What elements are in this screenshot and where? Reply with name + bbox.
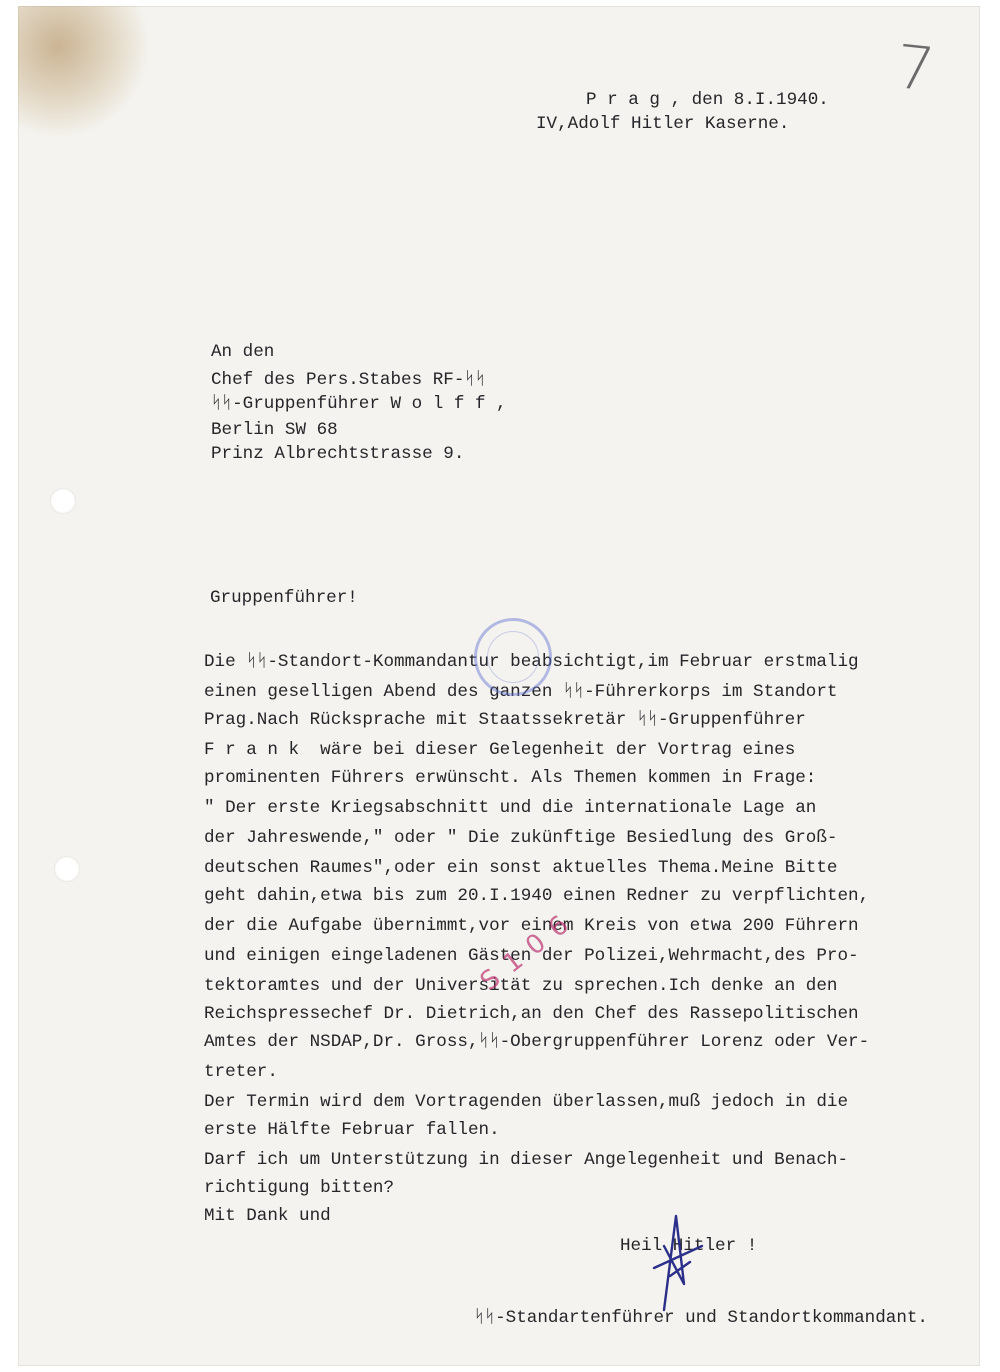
circular-stamp [474,618,552,696]
recipient-line: ᛋᛋ-Gruppenführer W o l f f , [211,394,507,414]
signature-mark [624,1206,714,1316]
place-date: P r a g , den 8.I.1940. [586,90,829,110]
body-line: Darf ich um Unterstützung in dieser Angelegenheit und Benach- [204,1150,849,1170]
body-line: der die Aufgabe übernimmt,vor einem Kreis von etwa 200 Führern [204,916,859,936]
recipient-line: Chef des Pers.Stabes RF-ᛋᛋ [211,370,486,390]
body-line: einen geselligen Abend des ganzen ᛋᛋ-Führerkorps im Standort [204,682,838,702]
recipient-line: An den [211,342,275,362]
recipient-line: Prinz Albrechtstrasse 9. [211,444,465,464]
body-line: Der Termin wird dem Vortragenden überlassen,muß jedoch in die [204,1092,849,1112]
red-stamp: S 1 0 6 [474,908,577,998]
closing-greeting: Heil Hitler ! [620,1236,758,1256]
body-line: F r a n k wäre bei dieser Gelegenheit der Vortrag eines [204,740,796,760]
body-line: Amtes der NSDAP,Dr. Gross,ᛋᛋ-Obergruppenführer Lorenz oder Ver- [204,1032,870,1052]
body-line: Prag.Nach Rücksprache mit Staatssekretär ᛋᛋ-Gruppenführer [204,710,806,730]
body-line: und einigen eingeladenen Gästen der Polizei,Wehrmacht,des Pro- [204,946,859,966]
body-line: " Der erste Kriegsabschnitt und die internationale Lage an [204,798,817,818]
body-line: tektoramtes und der Universität zu sprechen.Ich denke an den [204,976,838,996]
body-line: deutschen Raumes",oder ein sonst aktuelles Thema.Meine Bitte [204,858,838,878]
body-line: der Jahreswende," oder " Die zukünftige Besiedlung des Groß- [204,828,838,848]
recipient-line: Berlin SW 68 [211,420,338,440]
paper-stain [18,6,148,136]
body-line: prominenten Führers erwünscht. Als Themen kommen in Frage: [204,768,817,788]
body-line: erste Hälfte Februar fallen. [204,1120,500,1140]
punch-hole [50,488,76,514]
body-line: geht dahin,etwa bis zum 20.I.1940 einen Redner zu verpflichten, [204,886,870,906]
body-line: Reichspressechef Dr. Dietrich,an den Chef des Rassepolitischen [204,1004,859,1024]
page-number: 7 [892,32,938,106]
salutation: Gruppenführer! [210,588,358,608]
body-line: Die ᛋᛋ-Standort-Kommandantur beabsichtigt,im Februar erstmalig [204,652,859,672]
body-line: richtigung bitten? [204,1178,395,1198]
signature-title: ᛋᛋ-Standartenführer und Standortkommandant. [474,1308,928,1328]
body-line: Mit Dank und [204,1206,331,1226]
punch-hole [54,856,80,882]
document-page [18,6,980,1366]
sender-address: IV,Adolf Hitler Kaserne. [536,114,790,134]
body-line: treter. [204,1062,278,1082]
